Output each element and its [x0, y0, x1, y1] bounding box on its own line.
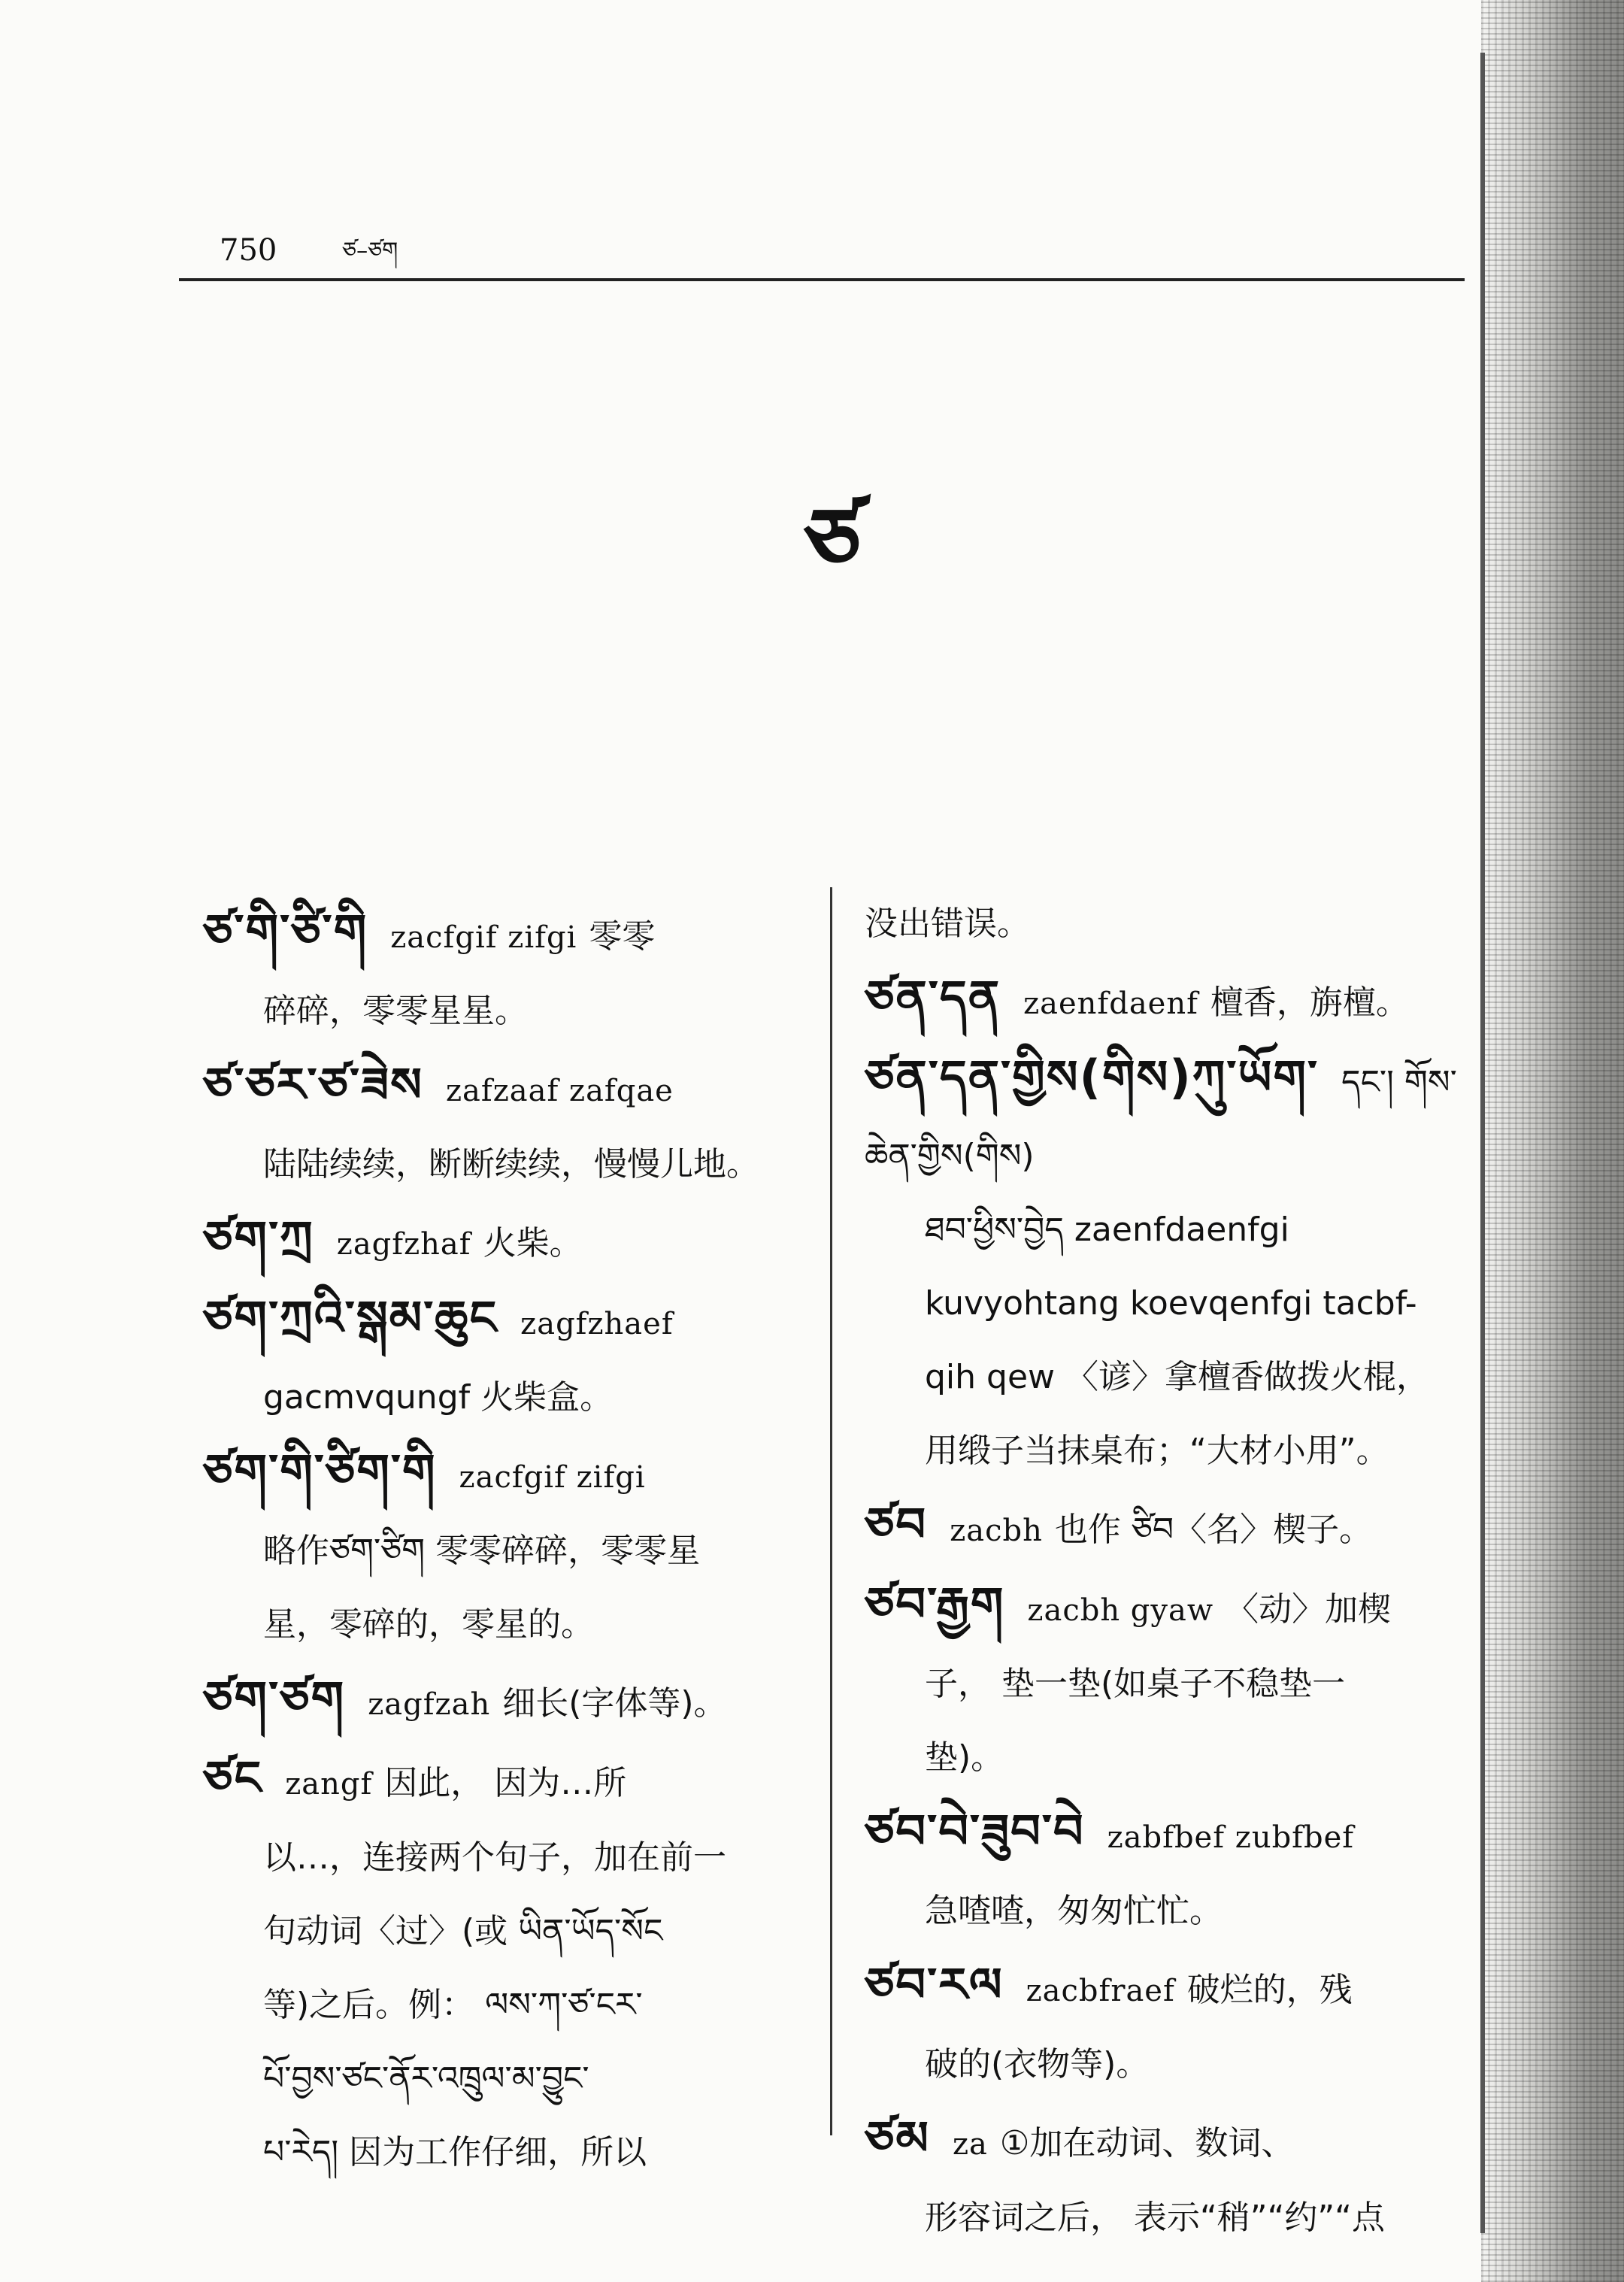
column-divider — [830, 887, 832, 2135]
entry-gloss: 火柴。 — [483, 1224, 583, 1262]
entry-gloss-continuation: 垫)。 — [925, 1738, 1004, 1777]
entry-gloss-continuation: 句动词〈过〉(或 ཡིན་ཡོད་སོང — [263, 1912, 663, 1950]
entry-first-line — [865, 1041, 1481, 1193]
entry-headword: ཙམ — [865, 2111, 930, 2165]
entry-romanization: zafzaaf zafqae — [445, 1074, 674, 1108]
entry-headword: ཙབ་བེ་ཟུབ་བེ — [865, 1804, 1085, 1859]
entry-gloss-continuation: 碎碎，零零星星。 — [263, 992, 528, 1030]
entry-gloss-continuation: 急喳喳，匆匆忙忙。 — [925, 1892, 1223, 1930]
entry-headword: ཙང — [203, 1750, 263, 1805]
entry-first-line — [865, 2102, 1481, 2181]
header-rule — [179, 278, 1465, 281]
entry-romanization: zacbh — [950, 1514, 1043, 1548]
dictionary-entry — [865, 1041, 1481, 1488]
running-head: ཙ–ཙག — [342, 238, 398, 264]
entry-gloss: དང་། གོས་ཆེན་གྱིས(གིས) — [865, 1063, 1457, 1175]
entry-gloss-continuation: qih qew 〈谚〉拿檀香做拨火棍， — [925, 1358, 1429, 1396]
entry-romanization: zagfzah — [368, 1687, 491, 1722]
page-gutter-shadow — [1481, 0, 1624, 2282]
entry-gloss-continuation: 等)之后。例： ལས་ཀ་ཙ་ངར་ — [263, 1986, 643, 2024]
entry-gloss-continuation: 陆陆续续，断断续续，慢慢儿地。 — [263, 1145, 759, 1183]
dictionary-entry — [865, 1948, 1481, 2102]
entry-headword: ཙག་གི་ཙིག་གི — [203, 1444, 437, 1499]
entry-first-line — [203, 1048, 804, 1128]
dictionary-entry — [865, 887, 1481, 961]
entry-gloss: 没出错误。 — [865, 905, 1030, 943]
entry-first-line — [865, 1795, 1481, 1874]
entry-first-line — [203, 1435, 804, 1514]
entry-headword: ཙབ — [865, 1497, 928, 1552]
entry-gloss: 零零 — [589, 917, 656, 956]
dictionary-entry — [203, 1281, 804, 1435]
entry-gloss: 檀香，旃檀。 — [1210, 983, 1409, 1022]
entry-gloss: ①加在动词、数词、 — [999, 2124, 1295, 2162]
entry-first-line — [865, 961, 1481, 1041]
entry-gloss-continuation: 子， 垫一垫(如桌子不稳垫一 — [925, 1665, 1346, 1703]
entry-gloss-continuation: 破的(衣物等)。 — [925, 2045, 1150, 2083]
entry-gloss-continuation: ཐབ་ཕྱིས་བྱེད zaenfdaenfgi — [925, 1211, 1289, 1249]
entry-gloss-continuation: 形容词之后， 表示“稍”“约”“点 — [925, 2199, 1385, 2237]
dictionary-entry — [865, 1795, 1481, 1948]
entry-gloss-continuation: 以…，连接两个句子，加在前一 — [263, 1838, 726, 1877]
entry-headword: ཙན་དན་གྱིས(གིས)ཀུ་ཡོག་ — [865, 1050, 1320, 1105]
entry-headword: ཙ་ཙར་ཙ་ཟེས — [203, 1057, 423, 1112]
entry-romanization: zacbfraef — [1026, 1974, 1175, 2008]
entry-first-line — [865, 887, 1481, 961]
entry-gloss-continuation: པོ་བྱས་ཙང་ནོར་འཁྲུལ་མ་བྱུང་ — [263, 2059, 589, 2098]
left-column — [203, 895, 804, 2190]
entry-romanization: zangf — [285, 1767, 373, 1802]
dictionary-entry — [203, 1662, 804, 1741]
entry-first-line — [865, 1948, 1481, 2028]
entry-gloss-continuation: kuvyohtang koevqenfgi tacbf- — [925, 1284, 1417, 1323]
entry-romanization: zacfgif zifgi — [459, 1460, 646, 1495]
entry-first-line — [865, 1568, 1481, 1647]
entry-first-line — [203, 895, 804, 974]
entry-gloss-continuation: 星，零碎的，零星的。 — [263, 1605, 594, 1644]
entry-romanization: zabfbef zubfbef — [1107, 1820, 1355, 1855]
entry-gloss: 因此， 因为…所 — [384, 1764, 627, 1802]
entry-headword: ཙག་ཀྲའི་སྒམ་ཆུང — [203, 1290, 498, 1345]
entry-gloss-continuation: gacmvqungf 火柴盒。 — [263, 1378, 614, 1417]
entry-headword: ཙབ་རྒྱག — [865, 1577, 1005, 1632]
dictionary-entry — [865, 961, 1481, 1041]
dictionary-entry — [865, 1488, 1481, 1568]
dictionary-entry — [203, 1435, 804, 1662]
entry-romanization: zacfgif zifgi — [390, 920, 577, 955]
dictionary-entry — [203, 1741, 804, 2190]
entry-gloss-continuation: 略作ཙག་ཙིག 零零碎碎，零零星 — [263, 1532, 701, 1570]
entry-romanization: zagfzhaf — [336, 1227, 471, 1262]
dictionary-entry — [203, 895, 804, 1048]
entry-gloss: 细长(字体等)。 — [502, 1684, 727, 1723]
entry-headword: ཙག་ཀྲ — [203, 1211, 314, 1265]
entry-romanization: za — [952, 2127, 988, 2162]
dictionary-entry — [865, 2102, 1481, 2255]
entry-gloss-continuation: 用缎子当抹桌布；“大材小用”。 — [925, 1432, 1389, 1470]
right-column — [865, 887, 1481, 2255]
dictionary-entry — [865, 1568, 1481, 1795]
entry-romanization: zacbh gyaw — [1027, 1593, 1214, 1628]
entry-first-line — [203, 1662, 804, 1741]
page-number: 750 — [220, 233, 277, 268]
section-letter: ཙ — [804, 488, 862, 592]
entry-headword: ཙ་གི་ཙི་གི — [203, 904, 368, 959]
entry-first-line — [865, 1488, 1481, 1568]
entry-gloss: 也作 ཙིབ〈名〉楔子。 — [1054, 1511, 1373, 1549]
entry-first-line — [203, 1202, 804, 1281]
entry-first-line — [203, 1281, 804, 1361]
page-header — [180, 226, 1459, 271]
entry-headword: ཙག་ཙག — [203, 1671, 346, 1726]
entry-gloss: 破烂的，残 — [1186, 1971, 1353, 2009]
entry-romanization: zagfzhaef — [520, 1307, 674, 1341]
entry-first-line — [203, 1741, 804, 1821]
dictionary-entry — [203, 1202, 804, 1281]
entry-gloss-continuation: པ་རེད། 因为工作仔细，所以 — [263, 2133, 647, 2171]
dictionary-entry — [203, 1048, 804, 1202]
entry-gloss: 〈动〉加楔 — [1226, 1590, 1392, 1629]
entry-headword: ཙན་དན — [865, 970, 1001, 1025]
entry-headword: ཙབ་རལ — [865, 1957, 1004, 2012]
entry-romanization: zaenfdaenf — [1023, 986, 1198, 1021]
